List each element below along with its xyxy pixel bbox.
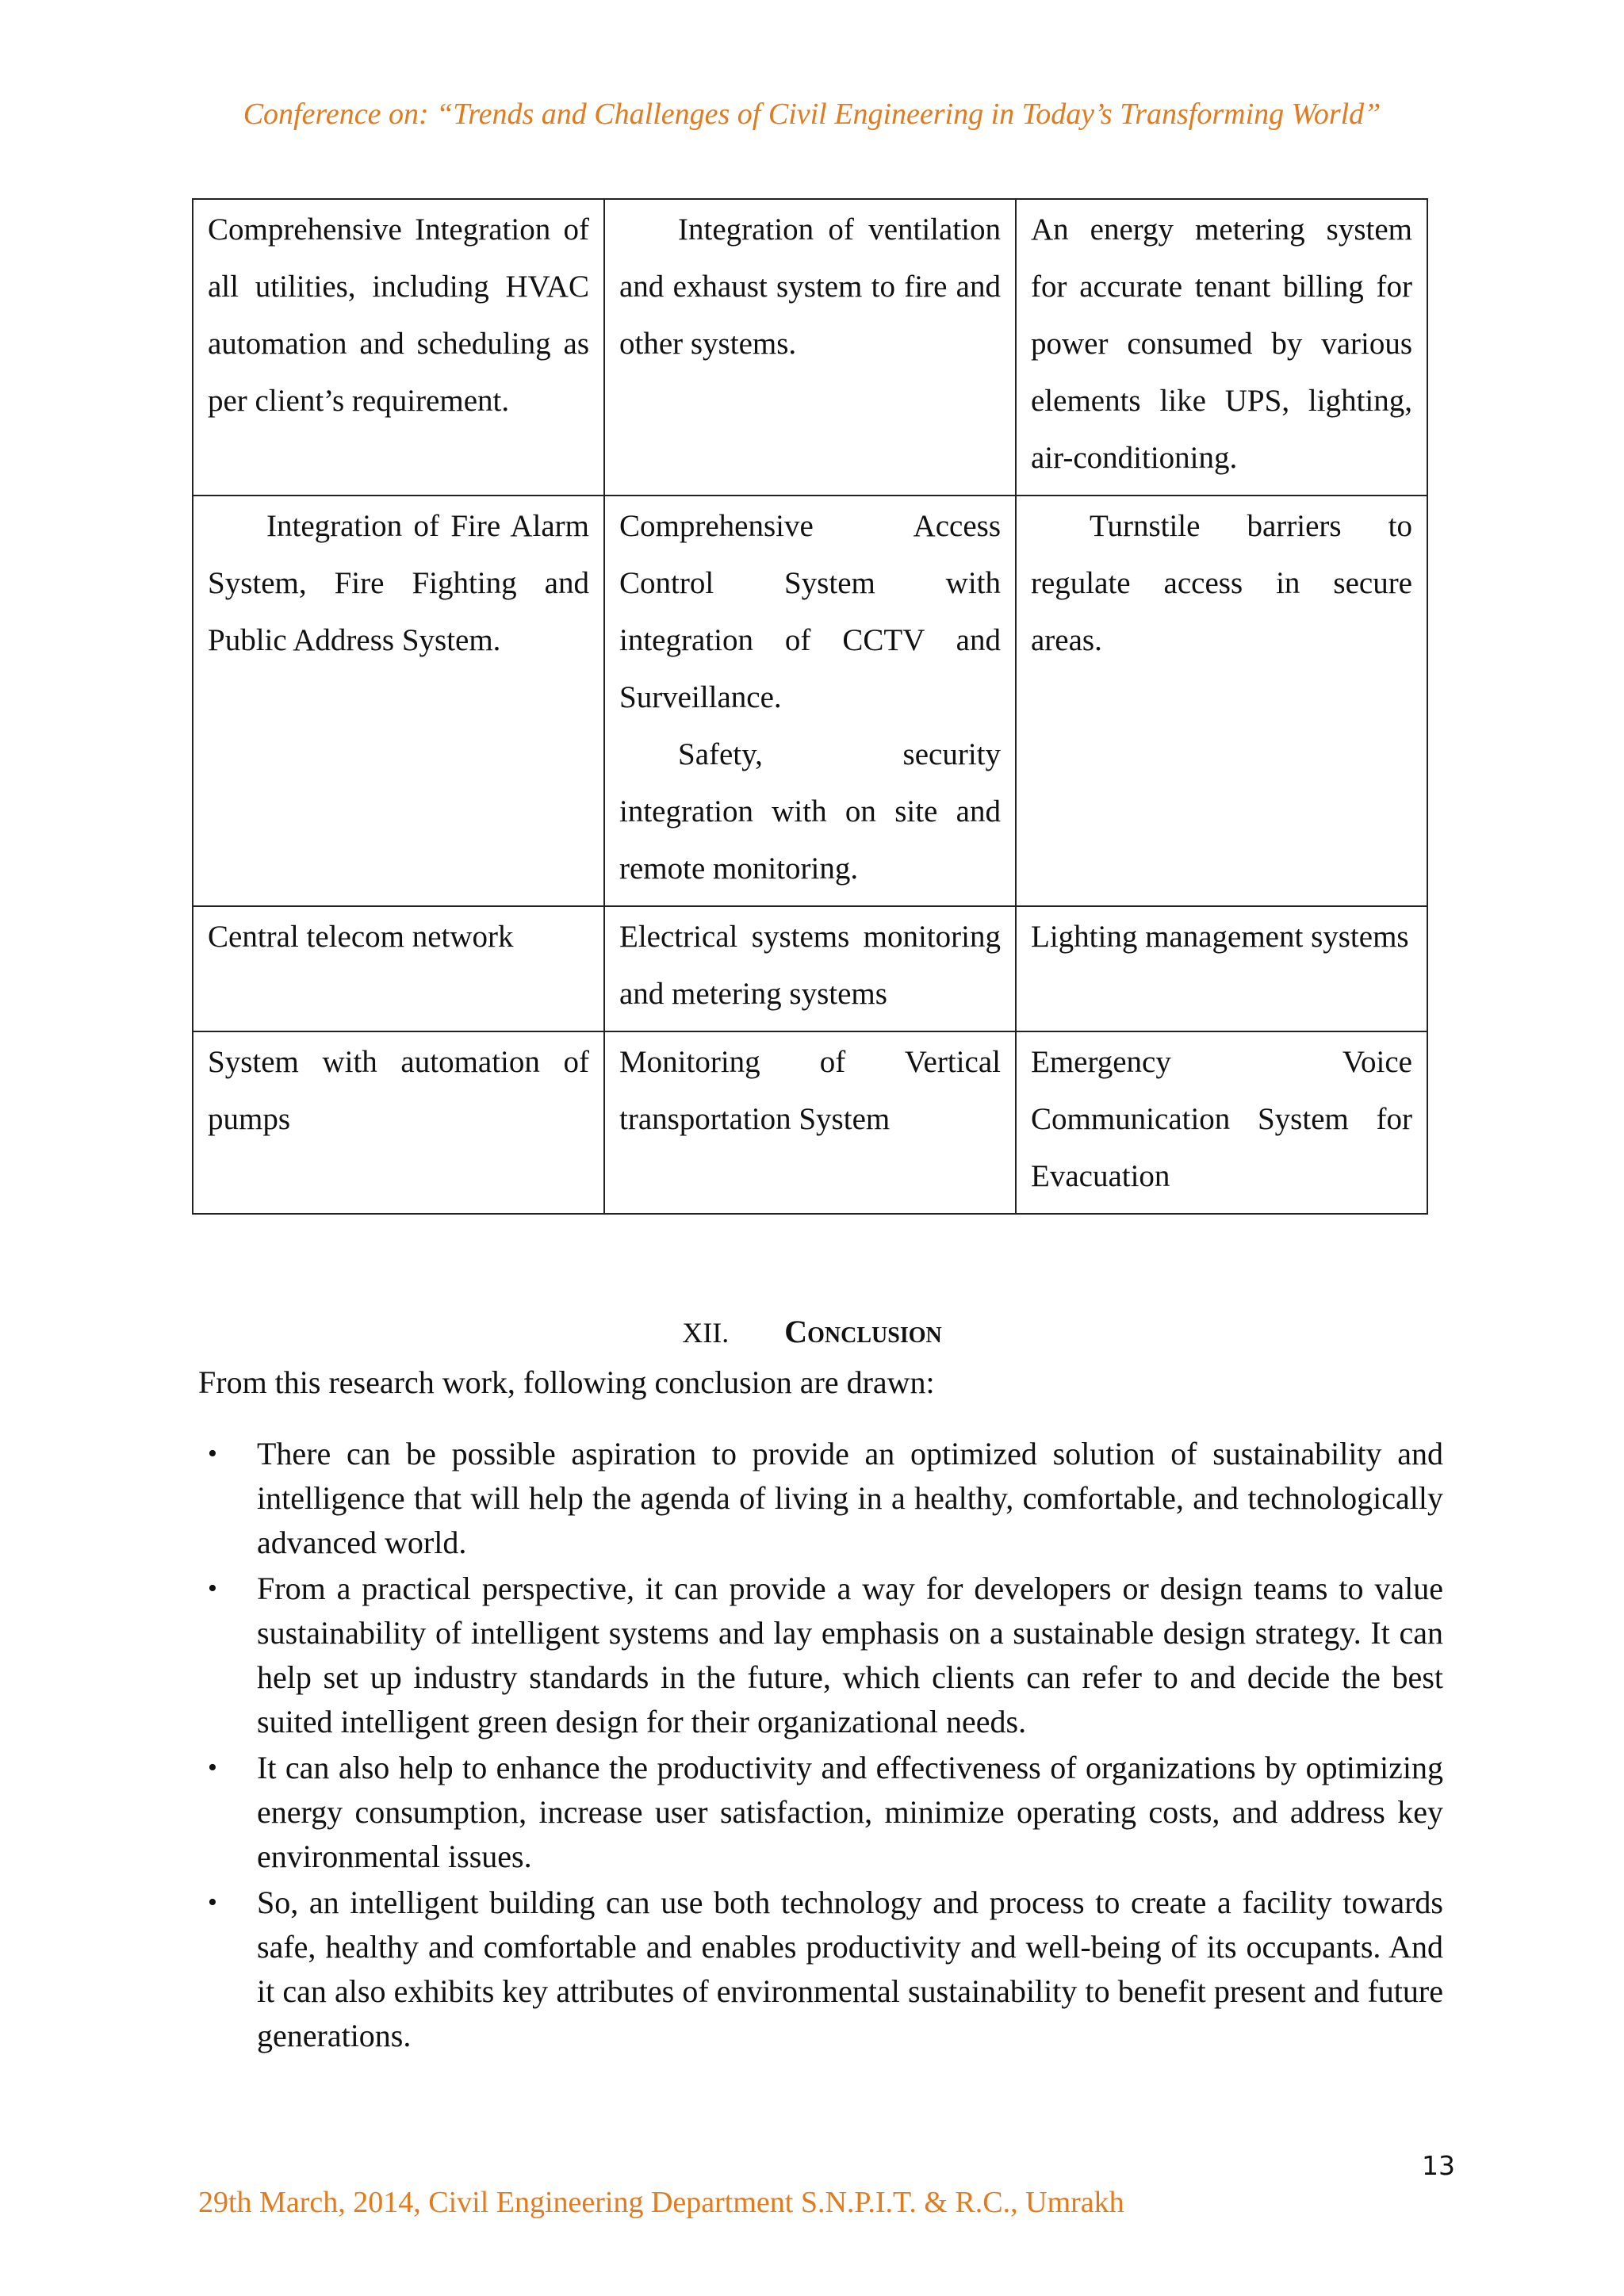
table-row [193, 1031, 1427, 1214]
list-item [198, 1567, 1443, 1744]
table-cell [1016, 496, 1427, 906]
table-cell [604, 496, 1016, 906]
conclusion-list [198, 1432, 1443, 2060]
cell-text: Comprehensive Access Control System with integration of CCTV and Surveillance. [619, 509, 1001, 714]
list-item-text: So, an intelligent building can use both technology and process to create a facility towards safe, healthy and comfortable and enables productivity and well-being of its occupants. And it can also exhibits key attributes of environmental sustainability to benefit present and future generations. [257, 1885, 1443, 2053]
list-item [198, 1881, 1443, 2058]
table-row [193, 199, 1427, 496]
cell-text: An energy metering system for accurate tenant billing for power consumed by various elements like UPS, lighting, air-conditioning. [1031, 212, 1412, 475]
table-cell [1016, 199, 1427, 496]
table-cell [193, 496, 604, 906]
table-cell [1016, 906, 1427, 1031]
bullet-icon: • [208, 1888, 217, 1917]
table-cell [604, 1031, 1016, 1214]
running-footer: 29th March, 2014, Civil Engineering Department S.N.P.I.T. & R.C., Umrakh [198, 2186, 1124, 2219]
list-item [198, 1746, 1443, 1879]
features-table [192, 198, 1428, 1215]
cell-text: Turnstile barriers to regulate access in secure areas. [1031, 509, 1412, 657]
table-cell [193, 1031, 604, 1214]
bullet-icon: • [208, 1439, 217, 1468]
cell-text: Lighting management systems [1031, 920, 1409, 954]
bullet-icon: • [208, 1574, 217, 1603]
running-header: Conference on: “Trends and Challenges of Civil Engineering in Today’s Transforming World” [243, 98, 1381, 131]
conclusion-intro: From this research work, following conclusion are drawn: [198, 1364, 935, 1400]
table-cell [604, 199, 1016, 496]
cell-text: Integration of ventilation and exhaust system to fire and other systems. [619, 212, 1001, 361]
cell-text: Emergency Voice Communication System for Evacuation [1031, 1045, 1412, 1193]
table-cell [1016, 1031, 1427, 1214]
table-row [193, 496, 1427, 906]
list-item-text: From a practical perspective, it can provide a way for developers or design teams to value sustainability of intelligent systems and lay emphasis on a sustainable design strategy. It can help set up industry standards in the future, which clients can refer to and decide the best suited intelligent green design for their organizational needs. [257, 1571, 1443, 1739]
cell-text: System with automation of pumps [208, 1045, 589, 1136]
cell-text: Electrical systems monitoring and metering systems [619, 920, 1001, 1011]
section-number: XII. [682, 1317, 730, 1349]
bullet-icon: • [208, 1753, 217, 1782]
list-item-text: There can be possible aspiration to provide an optimized solution of sustainability and intelligence that will help the agenda of living in a healthy, comfortable, and technologically advanced world. [257, 1436, 1443, 1560]
list-item-text: It can also help to enhance the productivity and effectiveness of organizations by optimizing energy consumption, increase user satisfaction, minimize operating costs, and address key environmental issues. [257, 1750, 1443, 1874]
table-cell [604, 906, 1016, 1031]
cell-text: Comprehensive Integration of all utilities, including HVAC automation and scheduling as per client’s requirement. [208, 212, 589, 418]
table-row [193, 906, 1427, 1031]
section-heading [0, 1316, 1624, 1349]
cell-text: Central telecom network [208, 920, 514, 954]
cell-text: Integration of Fire Alarm System, Fire Fighting and Public Address System. [208, 509, 589, 657]
table-cell [193, 199, 604, 496]
page-number: 13 [1422, 2150, 1455, 2181]
list-item [198, 1432, 1443, 1565]
cell-text: Monitoring of Vertical transportation System [619, 1045, 1001, 1136]
cell-text: Safety, security integration with on site and remote monitoring. [619, 737, 1001, 886]
section-title: Conclusion [784, 1314, 942, 1349]
table-cell [193, 906, 604, 1031]
